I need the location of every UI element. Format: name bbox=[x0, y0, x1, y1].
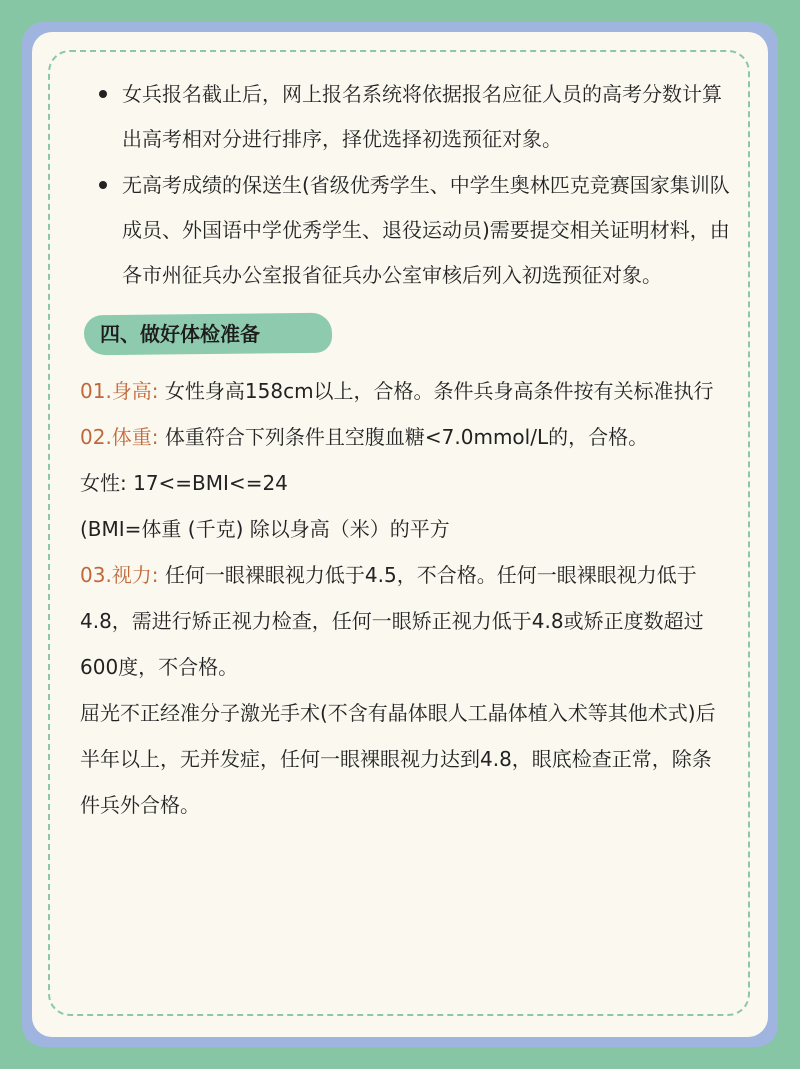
main-content bbox=[80, 72, 730, 828]
weight-text: 体重符合下列条件且空腹血糖<7.0mmol/L的，合格。 bbox=[158, 425, 649, 449]
vision-label: 03.视力: bbox=[80, 563, 159, 587]
section-heading bbox=[80, 314, 730, 356]
bullet-list bbox=[80, 72, 730, 298]
height-requirement bbox=[80, 368, 730, 414]
height-text: 女性身高158cm以上，合格。条件兵身高条件按有关标准执行 bbox=[158, 379, 714, 403]
vision-requirement bbox=[80, 552, 730, 690]
weight-label: 02.体重: bbox=[80, 425, 159, 449]
bullet-dot-icon bbox=[99, 181, 107, 189]
section-heading-text: 四、做好体检准备 bbox=[100, 322, 260, 346]
bullet-dot-icon bbox=[99, 90, 107, 98]
bullet-item bbox=[80, 163, 730, 298]
height-label: 01.身高: bbox=[80, 379, 159, 403]
bullet-text: 女兵报名截止后，网上报名系统将依据报名应征人员的高考分数计算出高考相对分进行排序，择优选择初选预征对象。 bbox=[122, 82, 722, 151]
bmi-range: 女性: 17<=BMI<=24 bbox=[80, 471, 288, 495]
bullet-item bbox=[80, 72, 730, 162]
bullet-text: 无高考成绩的保送生(省级优秀学生、中学生奥林匹克竞赛国家集训队成员、外国语中学优秀学生、退役运动员)需要提交相关证明材料，由各市州征兵办公室报省征兵办公室审核后列入初选预征对象。 bbox=[122, 173, 730, 287]
vision-text: 任何一眼裸眼视力低于4.5，不合格。任何一眼裸眼视力低于4.8，需进行矫正视力检查，任何一眼矫正视力低于4.8或矫正度数超过600度，不合格。 bbox=[80, 563, 704, 679]
surgery-note: 屈光不正经准分子激光手术(不含有晶体眼人工晶体植入术等其他术式)后半年以上，无并发症，任何一眼裸眼视力达到4.8，眼底检查正常，除条件兵外合格。 bbox=[80, 701, 716, 817]
bmi-formula: (BMI=体重 (千克) 除以身高（米）的平方 bbox=[80, 517, 450, 541]
weight-requirement bbox=[80, 414, 730, 460]
